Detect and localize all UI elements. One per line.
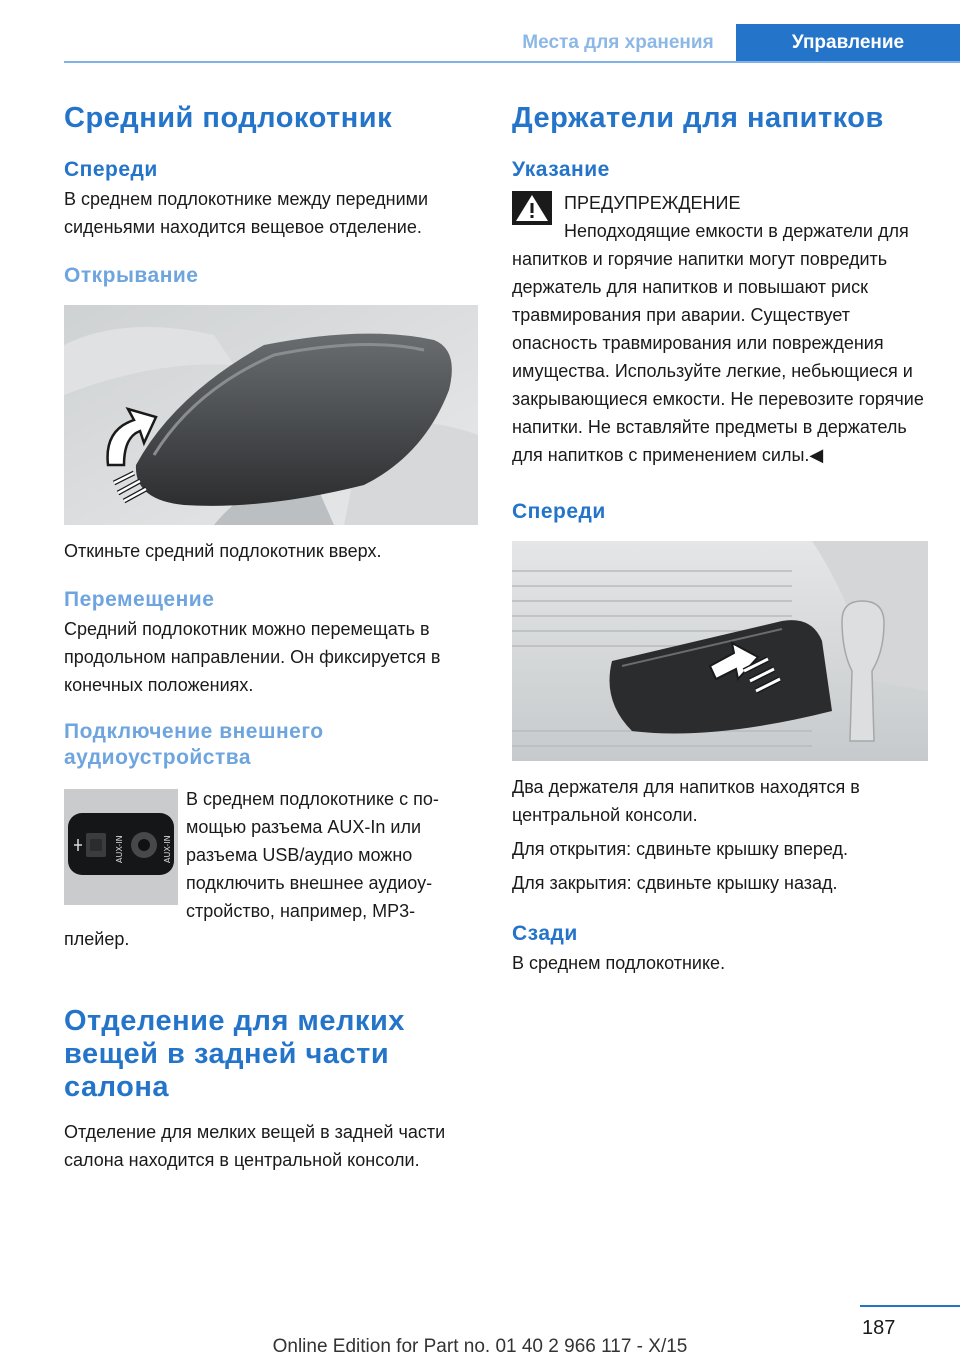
- page-number: 187: [862, 1317, 896, 1339]
- header-section-title: Места для хранения: [522, 32, 714, 53]
- opening-caption: Откиньте средний подлокотник вверх.: [64, 541, 382, 561]
- cupholders-front-heading: Спереди: [512, 500, 606, 523]
- footer-rule: [860, 1305, 960, 1307]
- armrest-front-heading: Спереди: [64, 158, 158, 181]
- left-column: [64, 102, 478, 1174]
- aux-usb-port-photo: [64, 789, 178, 905]
- warning-triangle-icon: [512, 191, 552, 225]
- moving-heading: Перемещение: [64, 588, 215, 611]
- warning-block: [512, 189, 928, 469]
- online-edition-footer: Online Edition for Part no. 01 40 2 966 117 - X/15: [272, 1336, 688, 1357]
- header-rule: [64, 61, 960, 63]
- cupholders-front-text: Два держателя для напитков находятся в центральной консоли.: [512, 777, 860, 825]
- rear-compartment-text: Отделение для мелких вещей в задней части салона находится в центральной консоли.: [64, 1122, 446, 1170]
- armrest-front-text: В среднем подлокотнике между передними сиденьями находится вещевое отделение.: [64, 189, 429, 237]
- cupholders-open-text: Для открытия: сдвиньте крышку вперед.: [512, 839, 849, 859]
- moving-text: Средний подлокотник можно перемещать в продольном направлении. Он фиксируется в конечных положениях.: [64, 619, 441, 695]
- armrest-title: Средний подлокотник: [64, 102, 393, 134]
- cupholders-title: Держатели для напитков: [512, 102, 884, 134]
- audio-heading: Подключение внешнего аудиоустройства: [64, 720, 324, 769]
- opening-heading: Открывание: [64, 264, 199, 287]
- cupholders-rear-heading: Сзади: [512, 922, 578, 945]
- header-chapter-tab: Управление: [736, 24, 960, 61]
- aux-in-label: AUX-IN: [115, 835, 124, 863]
- armrest-photo: [64, 305, 478, 525]
- aux-in-label-right: AUX-IN: [163, 835, 172, 863]
- cupholders-rear-text: В среднем подлокотнике.: [512, 953, 726, 973]
- cupholders-close-text: Для закрытия: сдвиньте крышку назад.: [512, 873, 838, 893]
- warning-text: Неподходящие емкости в держатели для напитков и горячие напитки могут повредить держатель для напитков и повышают риск травмирования при аварии. Существует опасность травмирования или повреждения имущества. Используйте легкие, небьющиеся и закрывающиеся емкости. Не перевозите горячие напитки. Не вставляйте предметы в держатель для напитков с применением силы.◀: [512, 221, 924, 465]
- audio-block: [64, 785, 478, 953]
- cupholder-photo: [512, 541, 928, 761]
- note-heading: Указание: [512, 158, 610, 181]
- rear-compartment-title: Отделение для мелких вещей в задней части салона: [64, 1005, 405, 1103]
- warning-label: ПРЕДУПРЕЖДЕНИЕ: [564, 193, 741, 213]
- audio-text: В среднем подлокотнике с помощью разъема AUX-In или разъема USB/аудио можно подключить внешнее аудиоустройство, например, MP3-плейер.: [64, 789, 439, 949]
- right-column: [512, 102, 928, 977]
